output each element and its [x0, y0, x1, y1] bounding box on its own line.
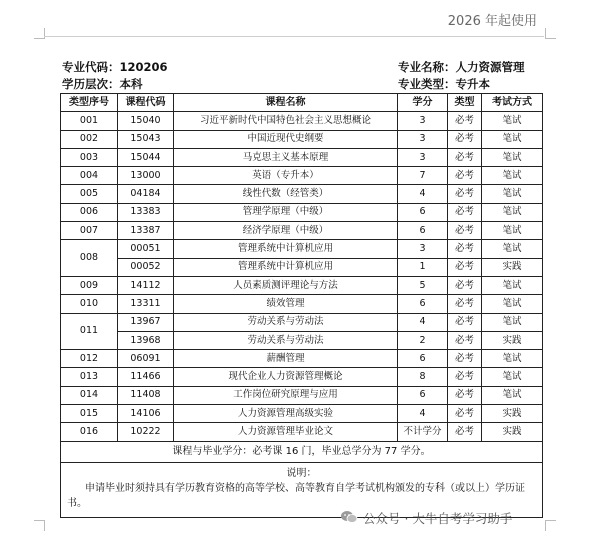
major-name — [398, 59, 525, 75]
cell-credit: 7 — [398, 167, 448, 185]
cell-seq: 006 — [61, 203, 118, 221]
cell-exam: 笔试 — [482, 222, 543, 240]
notes-body: 申请毕业时须持具有学历教育资格的高等学校、高等教育自学考试机构颁发的专科（或以上）学历证书。 — [67, 482, 525, 509]
cell-name: 人力资源管理高级实验 — [174, 405, 398, 423]
major-type — [398, 76, 490, 92]
table-row — [61, 240, 543, 258]
cell-seq: 005 — [61, 185, 118, 203]
cell-exam: 笔试 — [482, 185, 543, 203]
table-header-row — [61, 94, 543, 112]
cell-seq: 013 — [61, 368, 118, 386]
cell-code: 00052 — [118, 258, 174, 276]
cell-credit: 3 — [398, 240, 448, 258]
table-row — [61, 386, 543, 404]
cell-code: 15040 — [118, 112, 174, 130]
cell-name: 工作岗位研究原理与应用 — [174, 386, 398, 404]
major-name-value: 人力资源管理 — [455, 60, 525, 74]
education-level — [62, 76, 143, 92]
col-header-seq: 类型序号 — [61, 94, 118, 112]
cell-type: 必考 — [448, 185, 482, 203]
cell-exam: 笔试 — [482, 148, 543, 166]
cell-name: 人力资源管理毕业论文 — [174, 423, 398, 441]
col-header-exam: 考试方式 — [482, 94, 543, 112]
cell-exam: 笔试 — [482, 350, 543, 368]
cell-code: 15044 — [118, 148, 174, 166]
cell-credit: 3 — [398, 112, 448, 130]
col-header-code: 课程代码 — [118, 94, 174, 112]
major-code — [62, 59, 168, 75]
crop-mark-top-right — [545, 28, 556, 39]
table-row — [61, 276, 543, 294]
table-row — [61, 130, 543, 148]
major-type-value: 专升本 — [455, 77, 490, 91]
cell-seq: 004 — [61, 167, 118, 185]
cell-seq: 012 — [61, 350, 118, 368]
cell-exam: 实践 — [482, 405, 543, 423]
cell-code: 15043 — [118, 130, 174, 148]
cell-type: 必考 — [448, 350, 482, 368]
cell-credit: 6 — [398, 295, 448, 313]
col-header-credit: 学分 — [398, 94, 448, 112]
cell-code: 14112 — [118, 276, 174, 294]
cell-name: 中国近现代史纲要 — [174, 130, 398, 148]
cell-exam: 实践 — [482, 423, 543, 441]
cell-exam: 实践 — [482, 258, 543, 276]
major-type-label: 专业类型： — [398, 77, 456, 91]
table-row — [61, 185, 543, 203]
cell-code: 13968 — [118, 331, 174, 349]
watermark-text: 公众号 · 大牛自考学习助手 — [363, 511, 513, 526]
cell-type: 必考 — [448, 423, 482, 441]
cell-type: 必考 — [448, 167, 482, 185]
cell-code: 13311 — [118, 295, 174, 313]
col-header-type: 类型 — [448, 94, 482, 112]
cell-code: 13967 — [118, 313, 174, 331]
course-table — [60, 93, 543, 518]
cell-exam: 笔试 — [482, 112, 543, 130]
cell-name: 马克思主义基本原理 — [174, 148, 398, 166]
cell-seq: 003 — [61, 148, 118, 166]
cell-code: 11408 — [118, 386, 174, 404]
cell-credit: 4 — [398, 313, 448, 331]
cell-name: 劳动关系与劳动法 — [174, 313, 398, 331]
cell-type: 必考 — [448, 276, 482, 294]
cell-name: 习近平新时代中国特色社会主义思想概论 — [174, 112, 398, 130]
cell-credit: 4 — [398, 405, 448, 423]
table-row — [61, 368, 543, 386]
education-level-label: 学历层次： — [62, 77, 120, 91]
cell-seq: 011 — [61, 313, 118, 350]
cell-name: 管理学原理（中级） — [174, 203, 398, 221]
cell-seq: 016 — [61, 423, 118, 441]
cell-exam: 笔试 — [482, 386, 543, 404]
cell-code: 10222 — [118, 423, 174, 441]
cell-credit: 6 — [398, 350, 448, 368]
table-row — [61, 313, 543, 331]
cell-credit: 2 — [398, 331, 448, 349]
major-code-label: 专业代码： — [62, 60, 120, 74]
cell-name: 人员素质测评理论与方法 — [174, 276, 398, 294]
cell-name: 薪酬管理 — [174, 350, 398, 368]
cell-code: 13000 — [118, 167, 174, 185]
table-row — [61, 295, 543, 313]
cell-type: 必考 — [448, 331, 482, 349]
cell-type: 必考 — [448, 258, 482, 276]
cell-credit: 8 — [398, 368, 448, 386]
cell-seq: 007 — [61, 222, 118, 240]
cell-code: 13387 — [118, 222, 174, 240]
header-rule — [44, 36, 544, 37]
cell-type: 必考 — [448, 313, 482, 331]
cell-code: 06091 — [118, 350, 174, 368]
watermark — [340, 509, 512, 527]
cell-name: 现代企业人力资源管理概论 — [174, 368, 398, 386]
cell-seq: 009 — [61, 276, 118, 294]
cell-credit: 6 — [398, 222, 448, 240]
cell-exam: 笔试 — [482, 240, 543, 258]
cell-exam: 笔试 — [482, 130, 543, 148]
table-row — [61, 258, 543, 276]
cell-exam: 笔试 — [482, 368, 543, 386]
cell-type: 必考 — [448, 405, 482, 423]
cell-code: 13383 — [118, 203, 174, 221]
table-row — [61, 203, 543, 221]
cell-exam: 笔试 — [482, 276, 543, 294]
cell-type: 必考 — [448, 295, 482, 313]
cell-exam: 笔试 — [482, 203, 543, 221]
cell-credit: 6 — [398, 203, 448, 221]
cell-credit: 1 — [398, 258, 448, 276]
cell-credit: 5 — [398, 276, 448, 294]
notes-title: 说明： — [286, 467, 317, 479]
summary-row — [61, 441, 543, 462]
cell-name: 劳动关系与劳动法 — [174, 331, 398, 349]
cell-type: 必考 — [448, 222, 482, 240]
cell-exam: 笔试 — [482, 167, 543, 185]
col-header-name: 课程名称 — [174, 94, 398, 112]
cell-type: 必考 — [448, 368, 482, 386]
major-name-label: 专业名称： — [398, 60, 456, 74]
cell-credit: 3 — [398, 148, 448, 166]
cell-seq: 008 — [61, 240, 118, 277]
crop-mark-bottom-right — [545, 520, 556, 531]
cell-code: 14106 — [118, 405, 174, 423]
cell-credit: 6 — [398, 386, 448, 404]
cell-code: 11466 — [118, 368, 174, 386]
major-code-value: 120206 — [119, 60, 168, 74]
table-row — [61, 222, 543, 240]
table-row — [61, 331, 543, 349]
wechat-icon — [340, 510, 358, 527]
cell-code: 04184 — [118, 185, 174, 203]
credit-summary: 课程与毕业学分：必考课 16 门，毕业总学分为 77 学分。 — [61, 441, 543, 462]
table-row — [61, 350, 543, 368]
cell-credit: 不计学分 — [398, 423, 448, 441]
cell-type: 必考 — [448, 203, 482, 221]
cell-credit: 4 — [398, 185, 448, 203]
cell-name: 经济学原理（中级） — [174, 222, 398, 240]
cell-seq: 010 — [61, 295, 118, 313]
cell-exam: 笔试 — [482, 313, 543, 331]
table-row — [61, 423, 543, 441]
cell-code: 00051 — [118, 240, 174, 258]
cell-name: 英语（专升本） — [174, 167, 398, 185]
cell-credit: 3 — [398, 130, 448, 148]
cell-type: 必考 — [448, 148, 482, 166]
table-row — [61, 112, 543, 130]
cell-name: 管理系统中计算机应用 — [174, 258, 398, 276]
cell-exam: 实践 — [482, 331, 543, 349]
education-level-value: 本科 — [119, 77, 143, 91]
cell-exam: 笔试 — [482, 295, 543, 313]
cell-name: 线性代数（经管类） — [174, 185, 398, 203]
cell-type: 必考 — [448, 130, 482, 148]
effective-year: 2026 年起使用 — [447, 14, 537, 29]
cell-seq: 002 — [61, 130, 118, 148]
cell-type: 必考 — [448, 112, 482, 130]
cell-type: 必考 — [448, 240, 482, 258]
table-row — [61, 167, 543, 185]
crop-mark-top-left — [34, 28, 45, 39]
cell-name: 管理系统中计算机应用 — [174, 240, 398, 258]
cell-seq: 001 — [61, 112, 118, 130]
crop-mark-bottom-left — [34, 520, 45, 531]
cell-name: 绩效管理 — [174, 295, 398, 313]
table-row — [61, 405, 543, 423]
cell-seq: 015 — [61, 405, 118, 423]
cell-type: 必考 — [448, 386, 482, 404]
table-row — [61, 148, 543, 166]
cell-seq: 014 — [61, 386, 118, 404]
